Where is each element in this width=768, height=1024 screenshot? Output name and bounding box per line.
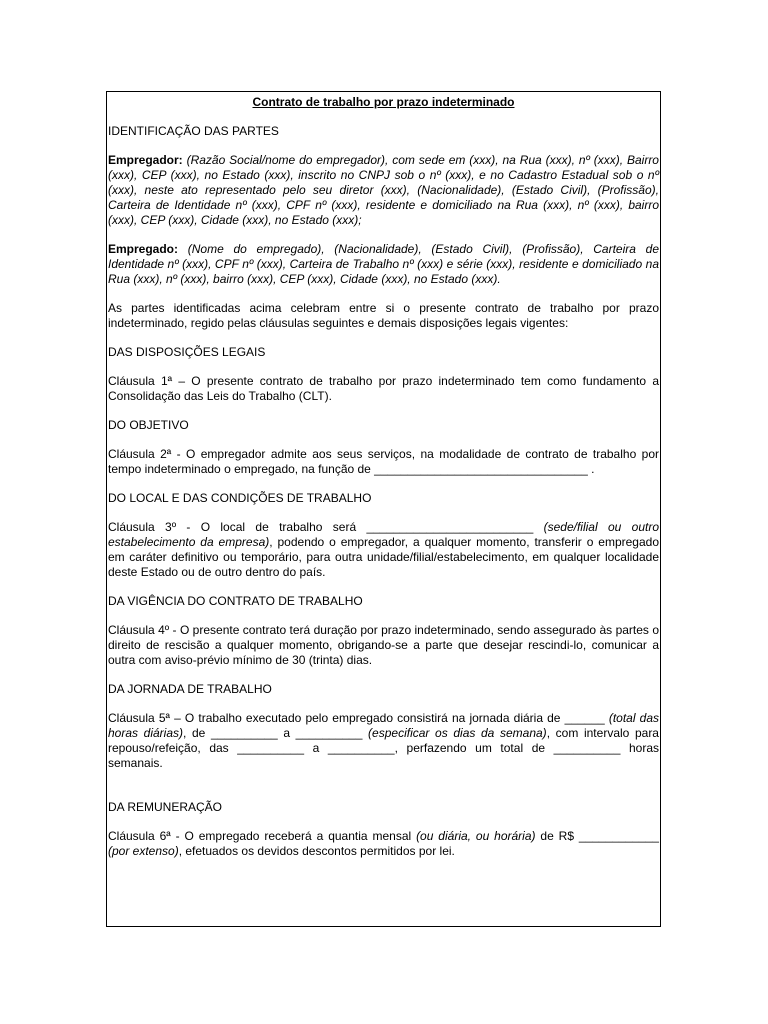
clausula-3 bbox=[108, 520, 659, 580]
section-identificacao: IDENTIFICAÇÃO DAS PARTES bbox=[108, 124, 279, 138]
clausula-5-part-a: Cláusula 5ª – O trabalho executado pelo empregado consistirá na jornada diária de ______ bbox=[108, 711, 609, 725]
clausula-6-part-c: de R$ ____________ bbox=[535, 829, 659, 843]
clausula-4: Cláusula 4º - O presente contrato terá duração por prazo indeterminado, sendo assegurado às partes o direito de rescisão a qualquer momento, obrigando-se a parte que desejar rescindi-lo, comunicar a outra com aviso-prévio mínimo de 30 (trinta) dias. bbox=[108, 623, 659, 667]
spacer bbox=[108, 785, 659, 800]
clausula-5-part-c: , de __________ a __________ bbox=[183, 726, 369, 740]
section-vigencia: DA VIGÊNCIA DO CONTRATO DE TRABALHO bbox=[108, 594, 363, 608]
section-objetivo: DO OBJETIVO bbox=[108, 418, 189, 432]
section-disposicoes: DAS DISPOSIÇÕES LEGAIS bbox=[108, 345, 266, 359]
clausula-3-part-a: Cláusula 3º - O local de trabalho será _________________________ bbox=[108, 520, 544, 534]
section-local: DO LOCAL E DAS CONDIÇÕES DE TRABALHO bbox=[108, 491, 372, 505]
clausula-3-part-c: , podendo o empregador, a qualquer momento, transferir o empregado em caráter definitivo ou temporário, para outra unidade/filial/estabelecimento, em qualquer localidade deste Estado ou de outro dentro do país. bbox=[108, 535, 659, 579]
paragraph-intro: As partes identificadas acima celebram entre si o presente contrato de trabalho por prazo indeterminado, regido pelas cláusulas seguintes e demais disposições legais vigentes: bbox=[108, 301, 659, 330]
clausula-5-part-e: , com intervalo para repouso/refeição, das __________ a __________, perfazendo um total de __________ horas semanais. bbox=[108, 726, 659, 770]
clausula-6-part-b: (ou diária, ou horária) bbox=[416, 829, 536, 843]
section-remuneracao: DA REMUNERAÇÃO bbox=[108, 800, 223, 814]
clausula-3-part-b: (sede/filial ou outro estabelecimento da empresa) bbox=[108, 520, 660, 549]
clausula-6-part-e: , efetuados os devidos descontos permitidos por lei. bbox=[178, 844, 455, 858]
clausula-6-part-a: Cláusula 6ª - O empregado receberá a quantia mensal bbox=[108, 829, 417, 843]
paragraph-empregador bbox=[108, 153, 659, 228]
clausula-5-part-d: (especificar os dias da semana) bbox=[368, 726, 547, 740]
clausula-6-part-d: (por extenso) bbox=[108, 844, 179, 858]
paragraph-empregado bbox=[108, 242, 659, 287]
clausula-5-part-b: (total das horas diárias) bbox=[108, 711, 660, 740]
clausula-2: Cláusula 2ª - O empregador admite aos seus serviços, na modalidade de contrato de trabalho por tempo indeterminado o empregado, na função de ________________________________ . bbox=[108, 447, 659, 476]
empregador-label: Empregador: bbox=[108, 153, 183, 167]
clausula-5 bbox=[108, 711, 659, 771]
empregador-text: (Razão Social/nome do empregador), com sede em (xxx), na Rua (xxx), nº (xxx), Bairro (xxx), CEP (xxx), no Estado (xxx), inscrito no CNPJ sob o nº (xxx), e no Cadastro Estadual sob o nº (xxx), neste ato representado pelo seu diretor (xxx), (Nacionalidade), (Estado Civil), (Profissão), Carteira de Identidade nº (xxx), CPF nº (xxx), residente e domiciliado na Rua (xxx), nº (xxx), bairro (xxx), CEP (xxx), Cidade (xxx), no Estado (xxx); bbox=[108, 153, 659, 227]
empregado-label: Empregado: bbox=[108, 242, 179, 256]
empregado-text: (Nome do empregado), (Nacionalidade), (Estado Civil), (Profissão), Carteira de Identidade nº (xxx), CPF nº (xxx), Carteira de Trabalho nº (xxx) e série (xxx), residente e domiciliado na Rua (xxx), nº (xxx), bairro (xxx), CEP (xxx), Cidade (xxx), no Estado (xxx). bbox=[108, 242, 660, 286]
clausula-1: Cláusula 1ª – O presente contrato de trabalho por prazo indeterminado tem como fundamento a Consolidação das Leis do Trabalho (CLT). bbox=[108, 374, 659, 403]
clausula-6 bbox=[108, 829, 659, 859]
contract-document bbox=[106, 91, 661, 927]
section-jornada: DA JORNADA DE TRABALHO bbox=[108, 682, 272, 696]
document-title: Contrato de trabalho por prazo indeterminado bbox=[252, 95, 515, 109]
